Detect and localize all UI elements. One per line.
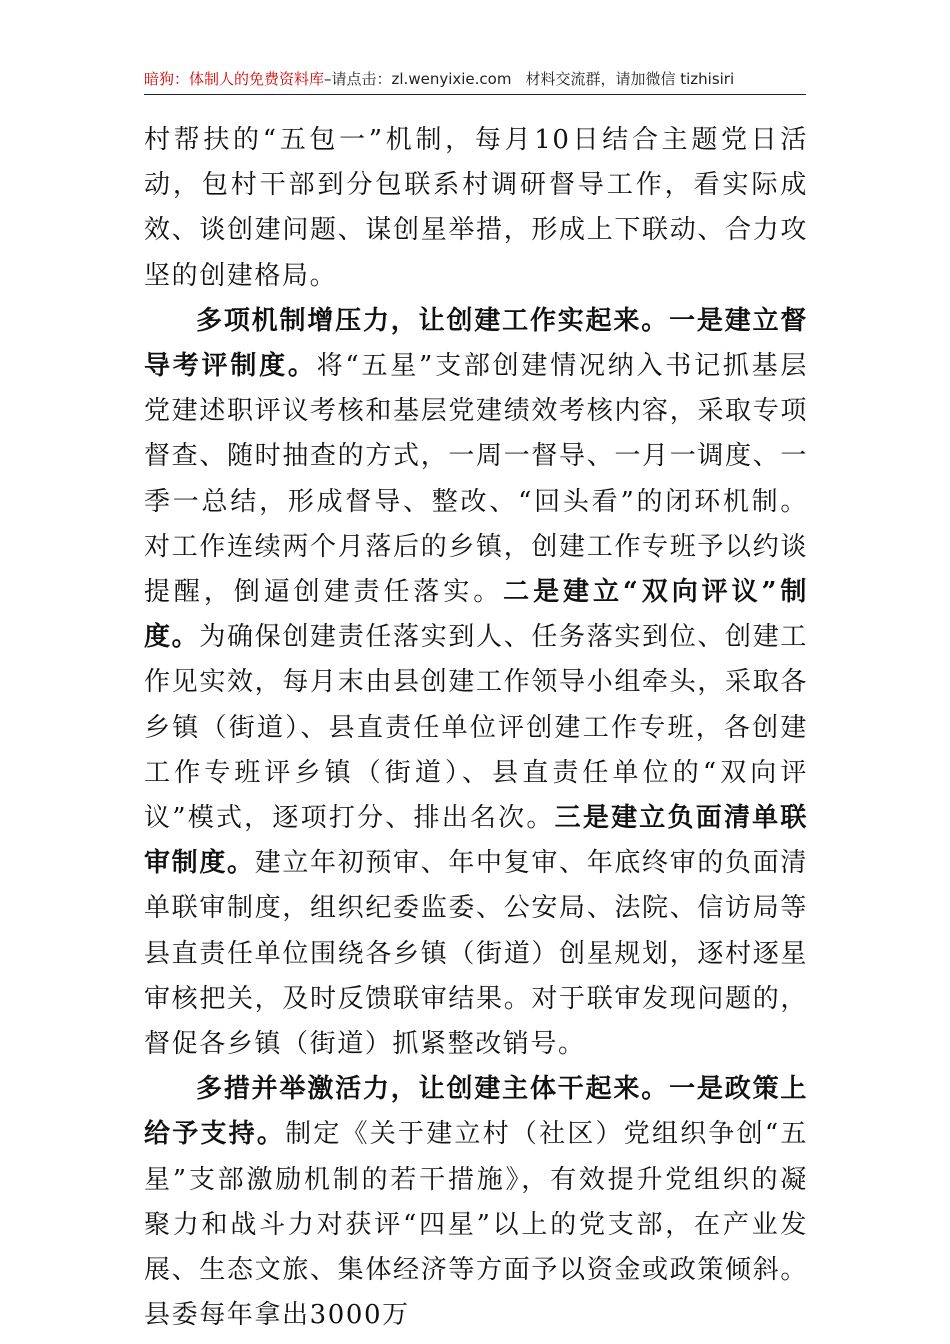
document-body — [144, 118, 808, 1338]
text-run: 村帮扶的“五包一”机制，每月10日结合主题党日活动，包村干部到分包联系村调研督导工作，看实际成效、谈创建问题、谋创星举措，形成上下联动、合力攻坚的创建格局。 — [144, 125, 808, 291]
text-run: 为确保创建责任落实到人、任务落实到位、创建工作见实效，每月末由县创建工作领导小组牵头，采取各乡镇（街道）、县直责任单位评创建工作专班，各创建工作专班评乡镇（街道）、县直责任单位的“双向评议”模式，逐项打分、排出名次。 — [144, 622, 808, 834]
bold-heading-run: 多措并举激活力，让创建主体干起来。一是政策上给予支持。 — [144, 1074, 808, 1150]
paragraph-3 — [144, 1067, 808, 1338]
bold-heading-run: 二是建立“双向评议”制度。 — [144, 577, 808, 653]
header-site-name: 暗狗：体制人的免费资料库 — [144, 70, 325, 88]
page-header — [144, 64, 806, 95]
bold-heading-run: 三是建立负面清单联审制度。 — [144, 803, 808, 879]
header-link[interactable]: –请点击：zl.wenyixie.com — [324, 70, 512, 88]
paragraph-2 — [144, 299, 808, 1067]
text-run: 建立年初预审、年中复审、年底终审的负面清单联审制度，组织纪委监委、公安局、法院、信访局等县直责任单位围绕各乡镇（街道）创星规划，逐村逐星审核把关，及时反馈联审结果。对于联审发现问题的，督促各乡镇（街道）抓紧整改销号。 — [144, 848, 808, 1060]
header-wechat-note: 材料交流群，请加微信 tizhisiri — [525, 70, 735, 88]
paragraph-1 — [144, 118, 808, 299]
text-run: 将“五星”支部创建情况纳入书记抓基层党建述职评议考核和基层党建绩效考核内容，采取专项督查、随时抽查的方式，一周一督导、一月一调度、一季一总结，形成督导、整改、“回头看”的闭环机制。对工作连续两个月落后的乡镇，创建工作专班予以约谈提醒，倒逼创建责任落实。 — [144, 351, 808, 608]
bold-heading-run: 多项机制增压力，让创建工作实起来。一是建立督导考评制度。 — [144, 305, 808, 382]
text-run: 制定《关于建立村（社区）党组织争创“五星”支部激励机制的若干措施》，有效提升党组织的凝聚力和战斗力对获评“四星”以上的党支部，在产业发展、生态文旅、集体经济等方面予以资金或政策倾斜。县委每年拿出3000万 — [144, 1119, 808, 1331]
